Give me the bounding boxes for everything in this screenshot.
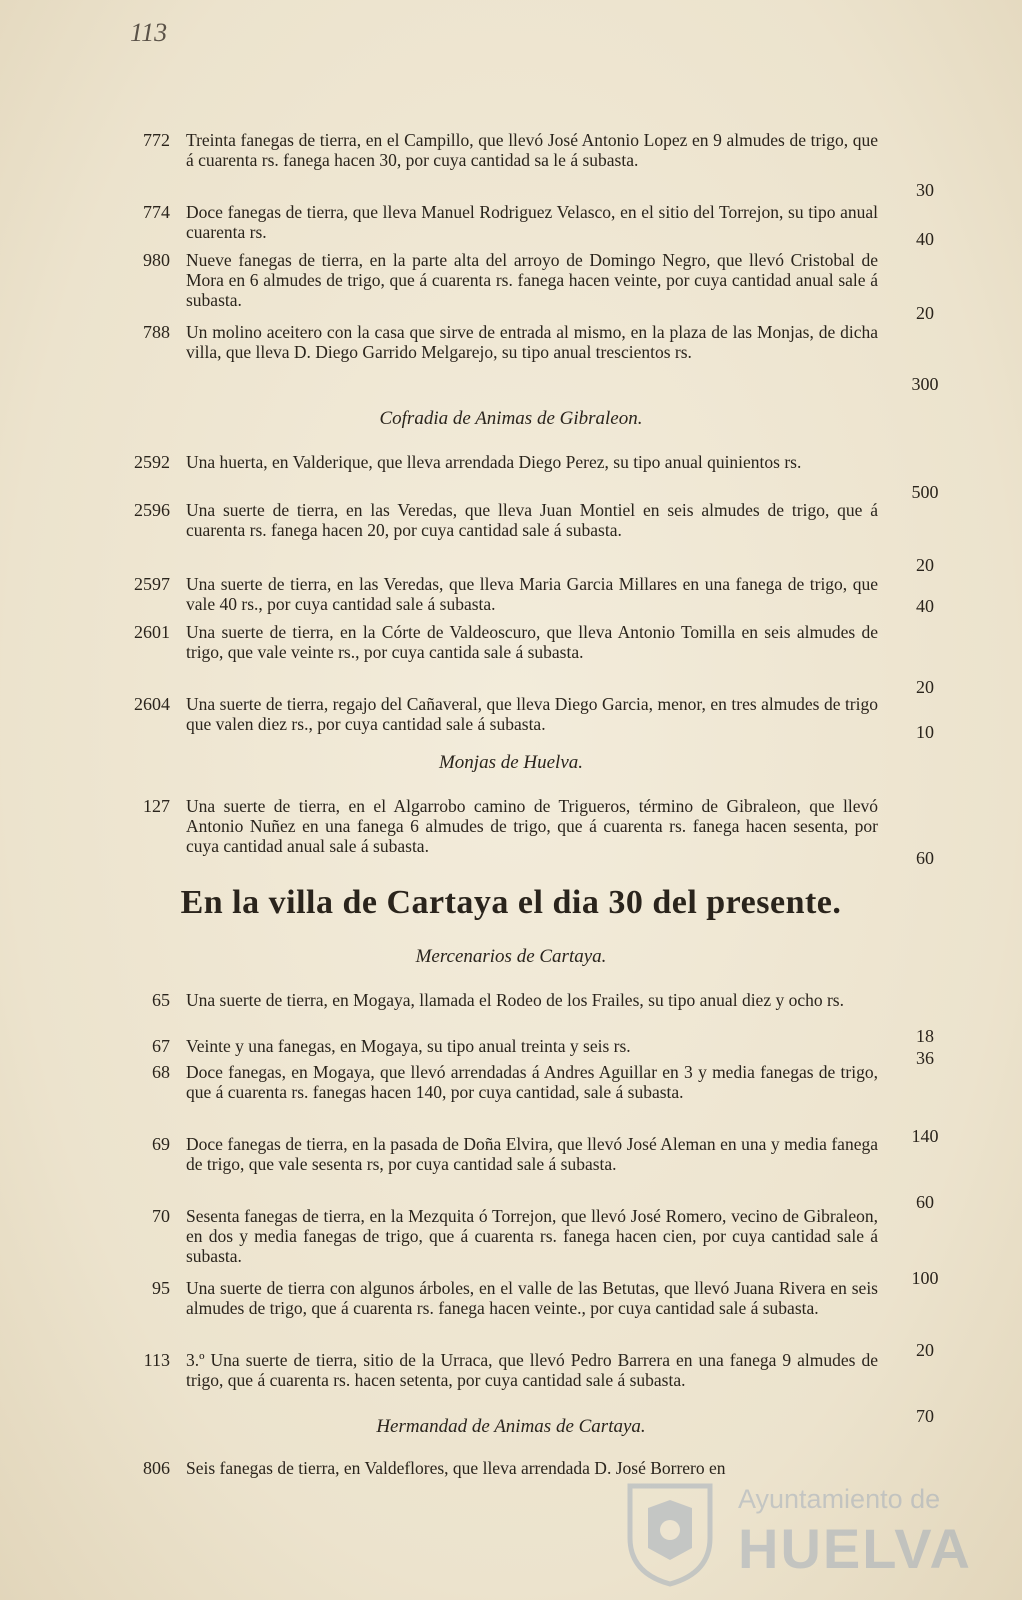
entry-price: 20 xyxy=(916,1340,934,1360)
entry-price: 140 xyxy=(911,1126,939,1146)
entry-number: 2596 xyxy=(134,500,170,520)
entry-text: Una suerte de tierra, en el Algarrobo camino de Trigueros, término de Gibraleon, que llevó Antonio Nuñez en una fanega 6 almudes de trigo, que á cuarenta rs. fanega hacen sesenta, por cuya cantidad anual sale á subasta. xyxy=(186,796,878,856)
section-heading-mercenarios: Mercenarios de Cartaya. xyxy=(415,946,607,967)
entry-number: 67 xyxy=(152,1036,170,1056)
folio-number: 113 xyxy=(130,18,168,47)
entry-text: Una suerte de tierra, en la Córte de Valdeoscuro, que lleva Antonio Tomilla en seis almudes de trigo, que vale veinte rs., por cuya cantida sale á subasta. xyxy=(186,622,878,662)
entry-text: Nueve fanegas de tierra, en la parte alta del arroyo de Domingo Negro, que llevó Cristobal de Mora en 6 almudes de trigo, que á cuarenta rs. fanega hacen veinte, por cuya cantidad anual sale á subasta. xyxy=(186,250,878,310)
watermark-line2: HUELVA xyxy=(738,1517,972,1580)
entry-number: 68 xyxy=(152,1062,170,1082)
entry-price: 20 xyxy=(916,303,934,323)
entry-text: Seis fanegas de tierra, en Valdeflores, que lleva arrendada D. José Borrero en xyxy=(186,1458,726,1478)
section-heading-cofradia: Cofradia de Animas de Gibraleon. xyxy=(379,408,643,429)
entry-number: 788 xyxy=(143,322,170,342)
entry-price: 300 xyxy=(911,374,939,394)
entry-price: 20 xyxy=(916,677,934,697)
entry-price: 30 xyxy=(916,180,934,200)
entry-number: 2592 xyxy=(134,452,170,472)
entry-price: 100 xyxy=(911,1268,939,1288)
entry-price: 10 xyxy=(916,722,934,742)
section-heading-monjas: Monjas de Huelva. xyxy=(438,752,584,773)
entry-number: 2601 xyxy=(134,622,170,642)
entry-price: 60 xyxy=(916,1192,934,1212)
entry-price: 40 xyxy=(916,596,934,616)
entry-price: 36 xyxy=(916,1048,934,1068)
entry-price: 20 xyxy=(916,555,934,575)
entry-number: 113 xyxy=(143,1350,170,1370)
entry-number: 70 xyxy=(152,1206,170,1226)
entry-text: Una huerta, en Valderique, que lleva arrendada Diego Perez, su tipo anual quinientos rs. xyxy=(186,452,802,472)
entry-price: 70 xyxy=(916,1406,934,1426)
entry-text: Doce fanegas de tierra, en la pasada de Doña Elvira, que llevó José Aleman en una y media fanega de trigo, que vale sesenta rs, por cuya cantidad sale á subasta. xyxy=(186,1134,878,1174)
entry-text: Doce fanegas de tierra, que lleva Manuel Rodriguez Velasco, en el sitio del Torrejon, su tipo anual cuarenta rs. xyxy=(186,202,878,242)
entry-number: 772 xyxy=(143,130,170,150)
entry-number: 2604 xyxy=(134,694,170,714)
entry-number: 69 xyxy=(152,1134,170,1154)
entry-text: Una suerte de tierra, en Mogaya, llamada el Rodeo de los Frailes, su tipo anual diez y ocho rs. xyxy=(186,990,844,1010)
cartaya-title: En la villa de Cartaya el dia 30 del presente. xyxy=(180,884,842,921)
entry-text: 3.º Una suerte de tierra, sitio de la Urraca, que llevó Pedro Barrera en una fanega 9 almudes de trigo, que á cuarenta rs. hacen setenta, por cuya cantidad sale á subasta. xyxy=(186,1350,878,1390)
entry-text: Treinta fanegas de tierra, en el Campillo, que llevó José Antonio Lopez en 9 almudes de trigo, que á cuarenta rs. fanega hacen 30, por cuya cantidad sa le á subasta. xyxy=(186,130,878,170)
entry-text: Doce fanegas, en Mogaya, que llevó arrendadas á Andres Aguillar en 3 y media fanegas de trigo, que á cuarenta rs. fanegas hacen 140, por cuya cantidad, sale á subasta. xyxy=(186,1062,878,1102)
entry-number: 65 xyxy=(152,990,170,1010)
entry-number: 95 xyxy=(152,1278,170,1298)
entry-text: Una suerte de tierra, en las Veredas, que lleva Juan Montiel en seis almudes de trigo, que á cuarenta rs. fanega hacen 20, por cuya cantidad sale á subasta. xyxy=(186,500,878,540)
entry-number: 980 xyxy=(143,250,170,270)
watermark-line1: Ayuntamiento de xyxy=(738,1484,941,1514)
entry-price: 18 xyxy=(916,1026,934,1046)
huelva-watermark xyxy=(620,1478,972,1588)
entry-number: 774 xyxy=(143,202,170,222)
entry-text: Sesenta fanegas de tierra, en la Mezquita ó Torrejon, que llevó José Romero, vecino de Gibraleon, en dos y media fanegas de trigo, que á cuarenta rs. fanega hacen cien, por cuya cantidad sale á subasta. xyxy=(186,1206,878,1266)
entry-number: 806 xyxy=(143,1458,170,1478)
entry-text: Una suerte de tierra con algunos árboles, en el valle de las Betutas, que llevó Juana Rivera en seis almudes de trigo, que á cuarenta rs. fanega hacen veinte., por cuya cantidad sale á subasta. xyxy=(186,1278,878,1318)
entry-text: Una suerte de tierra, en las Veredas, que lleva Maria Garcia Millares en una fanega de trigo, que vale 40 rs., por cuya cantidad sale á subasta. xyxy=(186,574,878,614)
entry-price: 500 xyxy=(911,482,939,502)
entry-price: 60 xyxy=(916,848,934,868)
entry-price: 40 xyxy=(916,229,934,249)
entry-text: Veinte y una fanegas, en Mogaya, su tipo anual treinta y seis rs. xyxy=(186,1036,631,1056)
entry-text: Un molino aceitero con la casa que sirve de entrada al mismo, en la plaza de las Monjas, de dicha villa, que lleva D. Diego Garrido Melgarejo, su tipo anual trescientos rs. xyxy=(186,322,878,362)
entry-text: Una suerte de tierra, regajo del Cañaveral, que lleva Diego Garcia, menor, en tres almudes de trigo que valen diez rs., por cuya cantidad sale á subasta. xyxy=(186,694,878,734)
entry-number: 2597 xyxy=(134,574,170,594)
section-heading-hermandad: Hermandad de Animas de Cartaya. xyxy=(376,1416,646,1437)
entry-number: 127 xyxy=(143,796,170,816)
huelva-crest-icon xyxy=(620,1478,720,1588)
